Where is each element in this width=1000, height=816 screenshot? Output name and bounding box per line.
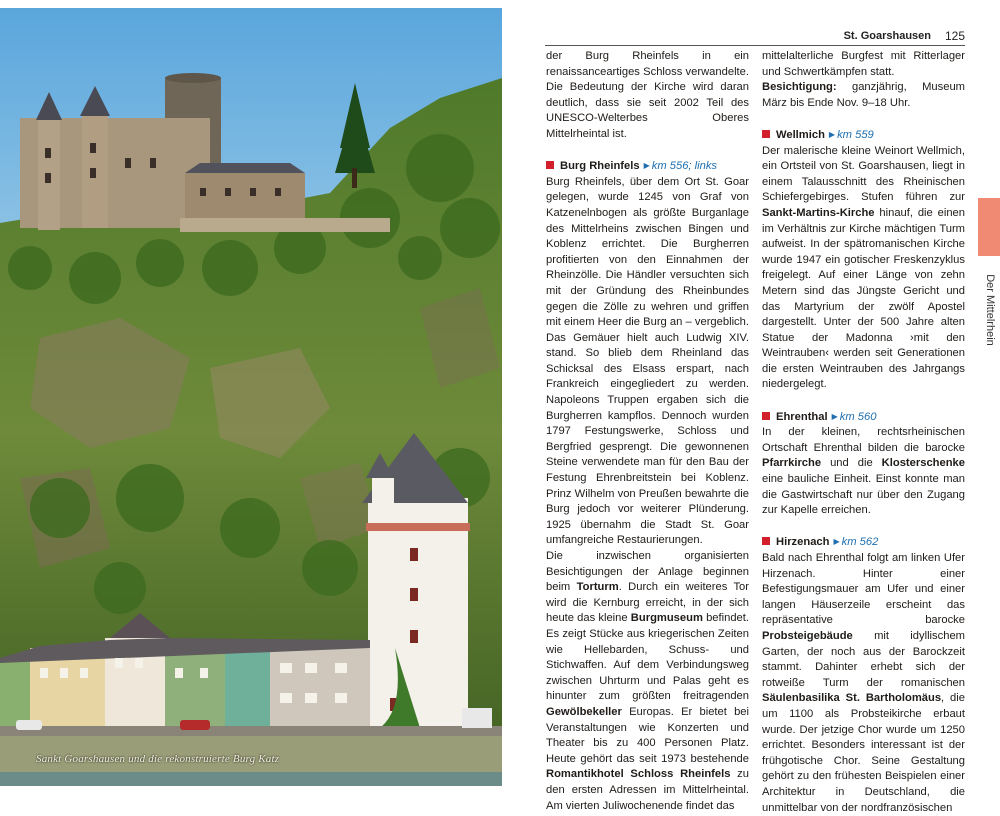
entry-title: Hirzenach xyxy=(776,536,830,549)
entry-heading-rheinfels xyxy=(546,158,749,175)
bold-term: Burgmuseum xyxy=(630,612,703,625)
entry-title: Ehrenthal xyxy=(776,410,828,423)
text-run: Die inzwischen organisierten Besichtigungen der Anlage beginnen beim xyxy=(546,550,749,594)
castle-photo-illustration xyxy=(0,8,502,786)
km-text: km 560 xyxy=(839,410,877,423)
km-text: km 562 xyxy=(841,536,879,549)
bold-term: Pfarrkirche xyxy=(762,457,822,470)
text-column-left xyxy=(546,49,749,814)
km-marker xyxy=(832,411,877,423)
opening-hours xyxy=(762,80,965,111)
text-run: ganzjährig, Museum März bis Ende Nov. 9–18 Uhr. xyxy=(762,81,965,109)
km-text: km 556; links xyxy=(651,160,718,173)
entry-heading-ehrenthal xyxy=(762,409,965,426)
text-run: eine bauliche Einheit. Einst konnte man die Gastwirtschaft nur über den Zugang zur Kapelle erreichen. xyxy=(762,473,965,517)
bold-term: Gewölbekeller xyxy=(546,705,622,718)
text-column-right xyxy=(762,49,965,816)
red-square-marker xyxy=(762,130,770,138)
km-text: km 559 xyxy=(837,128,874,141)
thumb-index-label: Der Mittelrhein xyxy=(984,274,996,346)
bold-term: Sankt-Martins-Kirche xyxy=(762,206,875,219)
text-run: Der malerische kleine Weinort Wellmich, ein Ortsteil von St. Goarshausen, liegt in einem Talausschnitt des Rheinischen Schiefergebirges. Stufen führen zur xyxy=(762,144,965,204)
text-run: und die xyxy=(821,457,882,470)
entry-body-rheinfels: Burg Rheinfels, über dem Ort St. Goar gelegen, wurde 1245 von Graf von Katzenelnbogen als größte Burganlage des Mittelrheins zwischen Bingen und Koblenz errichtet. Die Burgherren profitierten von den Einnahmen der Rheinzölle. Die Händler versuchten sich mit der Gründung des Rheinbundes gegen die Zölle zu wehren und griffen mit einem Heer die Burg an – vergeblich. Das Gemäuer hielt auch Ludwig XIV. stand. So blieb dem Rheinland das Schicksal des Elsass erspart, nach Frankreich eingegliedert zu werden. Napoleons Truppen ergaben sich die Burgherren kampflos. Dennoch wurden 1797 Festungswerke, Schloss und Bergfried gesprengt. Die gewonnenen Steine verwendete man für den Bau der Festung Ehrenbreitstein bei Koblenz. Prinz Wilhelm von Preußen bewahrte die Burg jedoch vor weiterer Plünderung. 1925 übernahm die Stadt St. Goar umfangreiche Restaurierungen. xyxy=(546,175,749,547)
entry-heading-wellmich xyxy=(762,127,965,144)
km-marker xyxy=(829,129,874,141)
entry-body-wellmich xyxy=(762,144,965,394)
text-run: In der kleinen, rechtsrheinischen Ortschaft Ehrenthal bilden die barocke xyxy=(762,426,965,454)
bold-term: Besichtigung: xyxy=(762,81,837,94)
red-square-marker xyxy=(546,161,554,169)
entry-title: Wellmich xyxy=(776,128,825,141)
triangle-icon: ▶ xyxy=(833,537,840,547)
header-rule xyxy=(545,45,965,46)
photo-caption: Sankt Goarshausen und die rekonstruierte Burg Katz xyxy=(36,753,280,765)
entry-body-hirzenach xyxy=(762,551,965,816)
km-marker xyxy=(833,536,878,548)
red-square-marker xyxy=(762,537,770,545)
paragraph-continuation: der Burg Rheinfels in ein renaissanceartiges Schloss verwandelte. Die Bedeutung der Kirche wird daran deutlich, dass sie seit 2002 Teil des UNESCO-Welterbes Oberes Mittelrheintal ist. xyxy=(546,50,749,140)
paragraph-continuation: mittelalterliche Burgfest mit Ritterlager und Schwertkämpfen statt. xyxy=(762,50,965,78)
entry-body-ehrenthal xyxy=(762,425,965,519)
entry-title: Burg Rheinfels xyxy=(560,160,640,173)
triangle-icon: ▶ xyxy=(831,411,838,421)
bold-term: Probsteigebäude xyxy=(762,629,853,642)
running-head xyxy=(545,30,965,46)
text-run: Bald nach Ehrenthal folgt am linken Ufer Hirzenach. Hinter einer Befestigungsmauer am Ufer und einer langen Häuserzeile erscheint das repräsentative barocke xyxy=(762,552,965,627)
text-run: hinauf, die einen im Verhältnis zur Kirche mächtigen Turm aufweist. In der spätromanischen Kirche wurde 1947 ein gotischer Freskenzyklus freigelegt. Auf einer Länge von zehn Metern sind das Jüngste Gericht und das Martyrium der zwölf Apostel dargestellt. Unter der 500 Jahre alten Statue der Madonna ›mit den Weintrauben‹ werden seit Generationen die ersten Weintrauben des Jahrgangs niedergelegt. xyxy=(762,206,965,391)
red-square-marker xyxy=(762,412,770,420)
bold-term: Säulenbasilika St. Bartholomäus xyxy=(762,692,942,705)
bold-term: Torturm xyxy=(576,581,619,594)
bold-term: Klosterschenke xyxy=(881,457,965,470)
thumb-index-tab xyxy=(978,198,1000,256)
text-run: . Durch ein weiteres Tor wird die Kernburg erreicht, in der sich heute das kleine xyxy=(546,581,750,625)
entry-heading-hirzenach xyxy=(762,534,965,551)
page-number: 125 xyxy=(944,29,965,43)
text-run: Europas. Er bietet bei Veranstaltungen wie Konzerten und Theater bis zu 400 Personen Platz. Heute gehört das seit 1973 bestehende xyxy=(546,705,749,765)
text-run: , die um 1100 als Probsteikirche erbaut wurde. Der jetzige Chor wurde um 1250 errichtet. Besonders interessant ist der frühgotische Chor. Seine Gestaltung gehört zu den frühesten Beispielen einer Architektur in Deutschland, die unmittelbar von der nordfranzösischen xyxy=(762,692,965,814)
triangle-icon: ▶ xyxy=(828,129,836,139)
running-head-section: St. Goarshausen xyxy=(843,30,931,42)
text-run: mit idyllischem Garten, der noch aus der Barockzeit stammt. Dahinter erhebt sich der rotweiße Turm der romanischen xyxy=(762,629,965,689)
bold-term: Romantikhotel Schloss Rheinfels xyxy=(546,768,731,781)
text-run: befindet. Es zeigt Stücke aus kriegerischen Zeiten wie Hellebarden, Schuss- und Stichwaffen. Auf dem Verbindungsweg zwischen Uhrturm und Palas geht es hinunter zum größten freitragenden xyxy=(546,612,750,703)
entry-body-rheinfels-2 xyxy=(546,549,749,814)
text-run: zu den ersten Adressen im Mittelrheintal. Am vierten Juliwochenende findet das xyxy=(546,768,749,812)
photo xyxy=(0,8,502,786)
triangle-icon: ▶ xyxy=(643,161,650,171)
km-marker xyxy=(644,160,717,172)
